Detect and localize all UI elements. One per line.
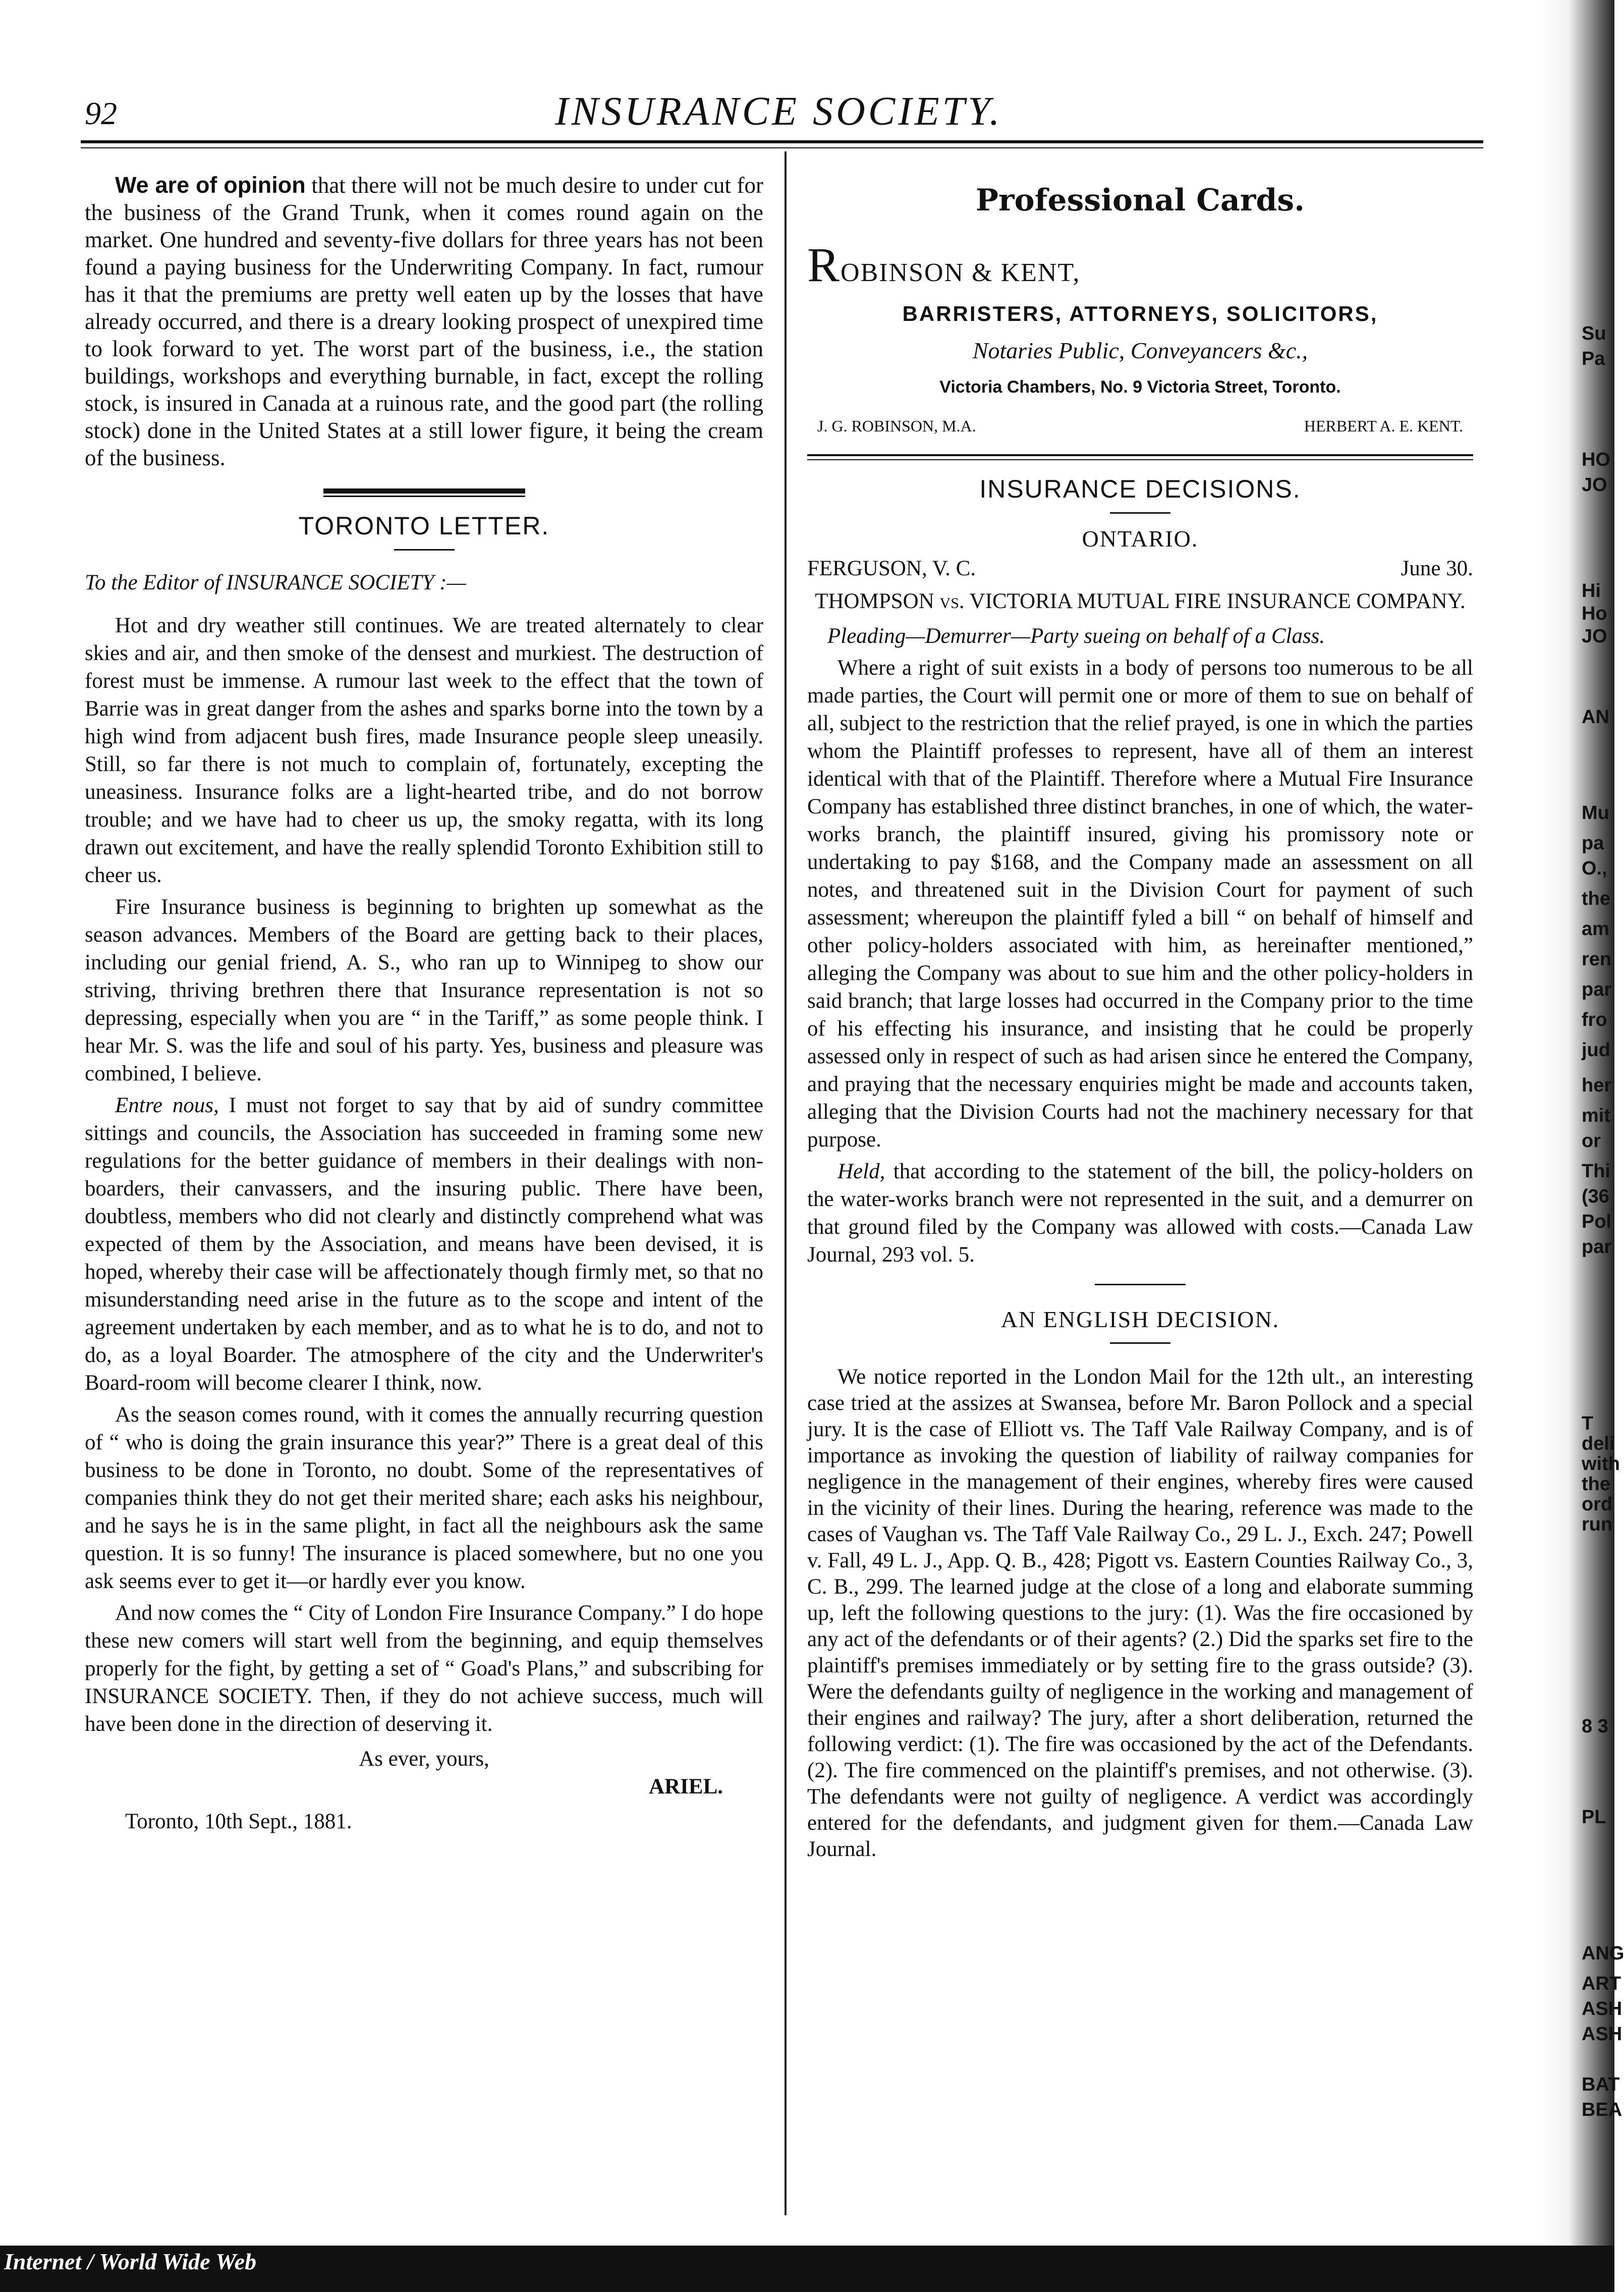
column-divider xyxy=(785,151,787,2215)
section-divider xyxy=(1095,1284,1186,1285)
firm-address: Victoria Chambers, No. 9 Victoria Street, Toronto. xyxy=(939,377,1341,397)
firm-partners xyxy=(807,412,1473,440)
edge-fragment: ASH xyxy=(1582,1998,1622,2020)
opinion-text: that there will not be much desire to under cut for the business of the Grand Trunk, when it comes round again on the market. One hundred and seventy-five dollars for three years has not been found a paying business for the Underwriting Company. In fact, rumour has it that the premiums are pretty well eaten up by the losses that have already occurred, and there is a dreary looking prospect of unexpired time to look forward to yet. The worst part of the business, i.e., the station buildings, workshops and everything burnable, in fact, except the rolling stock, is insured in Canada at a ruinous rate, and the good part (the rolling stock) done in the United States at a still lower figure, it being the cream of the business. xyxy=(85,173,763,470)
edge-fragment: the xyxy=(1582,1474,1610,1495)
firm-name-rest: OBINSON & KENT, xyxy=(841,258,1081,287)
judge-date-row xyxy=(807,555,1473,582)
edge-fragment: ANG xyxy=(1582,1943,1624,1964)
edge-fragment: ord xyxy=(1582,1494,1613,1515)
letter-paragraph-3-text: I must not forget to say that by aid of sundry committee sittings and councils, the Association has succeeded in framing some new regulations for the better guidance of members in their dealings with non-boarders, their canvassers, and the insuring public. There have been, doubtless, members who did not clearly and distinctly comprehend what was expected of them by the Association, and means have been devised, it is hoped, whereby their case will be affectionately though firmly met, so that no misunderstanding need arise in the future as to the scope and intent of the agreement undertaken by each member, and as to what he is to do, and not to do, as a loyal Boarder. The atmosphere of the city and the Underwriter's Board-room will become clearer I think, now. xyxy=(85,1094,763,1395)
edge-fragment: ASH xyxy=(1582,2024,1622,2045)
firm-professions: BARRISTERS, ATTORNEYS, SOLICITORS, xyxy=(902,302,1378,325)
edge-fragment: JO xyxy=(1582,626,1607,647)
edge-fragment: fro xyxy=(1582,1009,1607,1030)
decision-paragraph-1: Where a right of suit exists in a body of persons too numerous to be all made parties, the Court will permit one or more of them to sue on behalf of all, subject to the restriction that the relief prayed, is one in which the parties whom the Plaintiff professes to represent, have all of them an interest identical with that of the Plaintiff. Therefore where a Mutual Fire Insurance Company has established three distinct branches, in one of which, the water-works branch, the plaintiff insured, giving his promissory note or undertaking to pay $168, and the Company made an assessment on all notes, and threatened suit in the Division Court for payment of such assessment; whereupon the plaintiff fyled a bill “ on behalf of himself and other policy-holders associated with him, as hereinafter mentioned,” alleging the Company was about to sue him and the other policy-holders in said branch; that large losses had occurred in the Company prior to the time of his effecting his insurance, and insisting that he could be properly assessed only in respect of such as had arisen since he entered the Company, and praying that the necessary enquiries might be made and accounts taken, alleging that the Division Courts had not the machinery necessary for that purpose. xyxy=(807,656,1473,1152)
decision-paragraph-2-text: that according to the statement of the bill, the policy-holders on the water-works branch were not represented in the suit, and a demurrer on that ground filed by the Company was allowed with costs.—Canada Law Journal, 293 vol. 5. xyxy=(807,1160,1473,1267)
edge-fragment: JO xyxy=(1582,474,1607,496)
closing: As ever, yours, xyxy=(359,1747,489,1771)
edge-fragment: par xyxy=(1582,1236,1612,1258)
entre-nous: Entre nous, xyxy=(115,1094,219,1117)
edge-fragment: jud xyxy=(1582,1040,1610,1061)
dateline: Toronto, 10th Sept., 1881. xyxy=(125,1810,352,1833)
opinion-paragraph xyxy=(85,172,763,471)
section-rule-thick xyxy=(323,488,525,494)
english-decision-rule xyxy=(1110,1342,1170,1344)
english-decision-title: AN ENGLISH DECISION. xyxy=(1000,1306,1280,1332)
decision-paragraph-2 xyxy=(807,1158,1473,1269)
partner-kent: HERBERT A. E. KENT. xyxy=(1304,417,1463,435)
edge-fragment: par xyxy=(1582,979,1612,1000)
decision-date: June 30. xyxy=(1401,557,1473,580)
edge-fragment: BAT xyxy=(1582,2074,1620,2095)
letter-paragraph-1: Hot and dry weather still continues. We are treated alternately to clear skies and air, and then smoke of the densest and murkiest. The destruction of forest must be immense. A rumour last week to the effect that the town of Barrie was in great danger from the ashes and sparks borne into the town by a high wind from adjacent bush fires, made Insurance people sleep uneasily. Still, so far there is not much to complain of, fortunately, excepting the uneasiness. Insurance folks are a light-hearted tribe, and do not borrow trouble; and we have had to cheer us up, the smoky regatta, with its long drawn out excitement, and have the really splendid Toronto Exhibition still to cheer us. xyxy=(85,614,763,887)
edge-fragment: deli xyxy=(1582,1433,1615,1454)
held-lead: Held, xyxy=(837,1160,885,1183)
title-rule xyxy=(394,549,455,551)
letter-paragraph-5: And now comes the “ City of London Fire Insurance Company.” I do hope these new comers will start well from the beginning, and equip themselves properly for the fight, by getting a set of “ Goad's Plans,” and subscribing for INSURANCE SOCIETY. Then, if they do not achieve success, much will have been done in the direction of deserving it. xyxy=(85,1601,763,1736)
editor-line: To the Editor of INSURANCE SOCIETY :— xyxy=(85,571,466,594)
edge-fragment: BEA xyxy=(1582,2099,1622,2120)
signature: ARIEL. xyxy=(649,1775,723,1798)
letter-paragraph-4: As the season comes round, with it comes the annually recurring question of “ who is doing the grain insurance this year?” There is a great deal of this business to be done in Toronto, no doubt. Some of the representatives of companies think they do not get their merited share; each asks his neighbour, and he says he is in the same plight, in fact all the neighbours ask the same question. It is so funny! The insurance is placed somewhere, but no one you ask seems ever to get it—or hardly ever you know. xyxy=(85,1403,763,1593)
edge-fragment: AN xyxy=(1582,706,1609,728)
edge-fragment: Mu xyxy=(1582,802,1609,824)
toronto-letter-title: TORONTO LETTER. xyxy=(298,512,550,540)
footer-watermark: Internet / World Wide Web xyxy=(4,2249,257,2274)
professional-cards-title: Professional Cards. xyxy=(975,183,1305,218)
judge-name: FERGUSON, V. C. xyxy=(807,557,976,580)
edge-fragment: T xyxy=(1582,1413,1594,1434)
firm-notaries: Notaries Public, Conveyancers &c., xyxy=(972,338,1308,363)
edge-fragment: O., xyxy=(1582,858,1607,879)
opinion-lead: We are of opinion xyxy=(115,172,306,198)
edge-fragment: her xyxy=(1582,1075,1612,1096)
headnote: Pleading—Demurrer—Party sueing on behalf of a Class. xyxy=(827,624,1325,648)
section-rule-thin xyxy=(323,496,525,497)
case-name: THOMPSON vs. VICTORIA MUTUAL FIRE INSURANCE COMPANY. xyxy=(815,589,1466,613)
edge-fragment: mit xyxy=(1582,1105,1610,1126)
header-rule-thin xyxy=(81,147,1483,148)
edge-fragment: HO xyxy=(1582,449,1610,470)
page-number: 92 xyxy=(85,95,117,131)
insurance-decisions-title: INSURANCE DECISIONS. xyxy=(979,475,1301,503)
edge-fragment: Thi xyxy=(1582,1161,1610,1182)
edge-fragment: the xyxy=(1582,888,1610,909)
left-column xyxy=(85,172,763,1835)
edge-fragment: (36 xyxy=(1582,1186,1609,1207)
ontario-heading: ONTARIO. xyxy=(1082,526,1199,552)
card-rule-thin xyxy=(807,459,1473,460)
edge-fragment: or xyxy=(1582,1130,1601,1152)
header-rule xyxy=(81,140,1483,143)
decisions-rule xyxy=(1110,512,1170,514)
partner-robinson: J. G. ROBINSON, M.A. xyxy=(817,417,976,435)
edge-fragment: 8 3 xyxy=(1582,1716,1608,1737)
firm-initial: R xyxy=(807,238,841,292)
edge-fragment: ren xyxy=(1582,949,1612,970)
edge-fragment: Pa xyxy=(1582,348,1605,369)
edge-fragment: Pol xyxy=(1582,1211,1612,1232)
edge-fragment: am xyxy=(1582,918,1609,940)
firm-name xyxy=(807,238,1473,292)
right-column xyxy=(807,183,1473,1867)
edge-fragment: PL xyxy=(1582,1807,1606,1828)
letter-paragraph-2: Fire Insurance business is beginning to brighten up somewhat as the season advances. Members of the Board are getting back to their places, including our genial friend, A. S., who ran up to Winnipeg to show our striving, thriving brethren there that Insurance representation is not so depressing, especially when you are “ in the Tariff,” as some people think. I hear Mr. S. was the life and soul of his party. Yes, business and pleasure was combined, I believe. xyxy=(85,895,763,1085)
edge-fragment: with xyxy=(1582,1453,1620,1475)
edge-fragment: ART xyxy=(1582,1973,1621,1994)
edge-fragment: Hi xyxy=(1582,580,1601,602)
edge-fragment: Su xyxy=(1582,323,1606,344)
edge-fragment: pa xyxy=(1582,833,1604,854)
english-decision-paragraph: We notice reported in the London Mail for the 12th ult., an interesting case tried at the assizes at Swansea, before Mr. Baron Pollock and a special jury. It is the case of Elliott vs. The Taff Vale Railway Company, and is of importance as invoking the question of liability of railway companies for negligence in the management of their engines, whereby fires were caused in the vicinity of their lines. During the hearing, reference was made to the cases of Vaughan vs. The Taff Vale Railway Co., 29 L. J., Exch. 247; Powell v. Fall, 49 L. J., App. Q. B., 428; Pigott vs. Eastern Counties Railway Co., 3, C. B., 299. The learned judge at the close of a long and elaborate summing up, left the following questions to the jury: (1). Was the fire occasioned by any act of the defendants or of their agents? (2.) Did the sparks set fire to the plaintiff's premises immediately or by setting fire to the grass outside? (3). Were the defendants guilty of negligence in the working and management of their engines and railway? The jury, after a short deliberation, returned the following verdict: (1). The fire was occasioned by the act of the Defendants. (2). The fire commenced on the plaintiff's premises, and not otherwise. (3). The defendants were not guilty of negligence. A verdict was accordingly entered for the defendants, and judgment given for them.—Canada Law Journal. xyxy=(807,1365,1473,1861)
edge-fragment: Ho xyxy=(1582,603,1607,624)
letter-paragraph-3 xyxy=(85,1092,763,1397)
edge-fragment: run xyxy=(1582,1514,1613,1535)
card-rule-thick xyxy=(807,454,1473,456)
page-title: INSURANCE SOCIETY. xyxy=(555,89,1003,134)
